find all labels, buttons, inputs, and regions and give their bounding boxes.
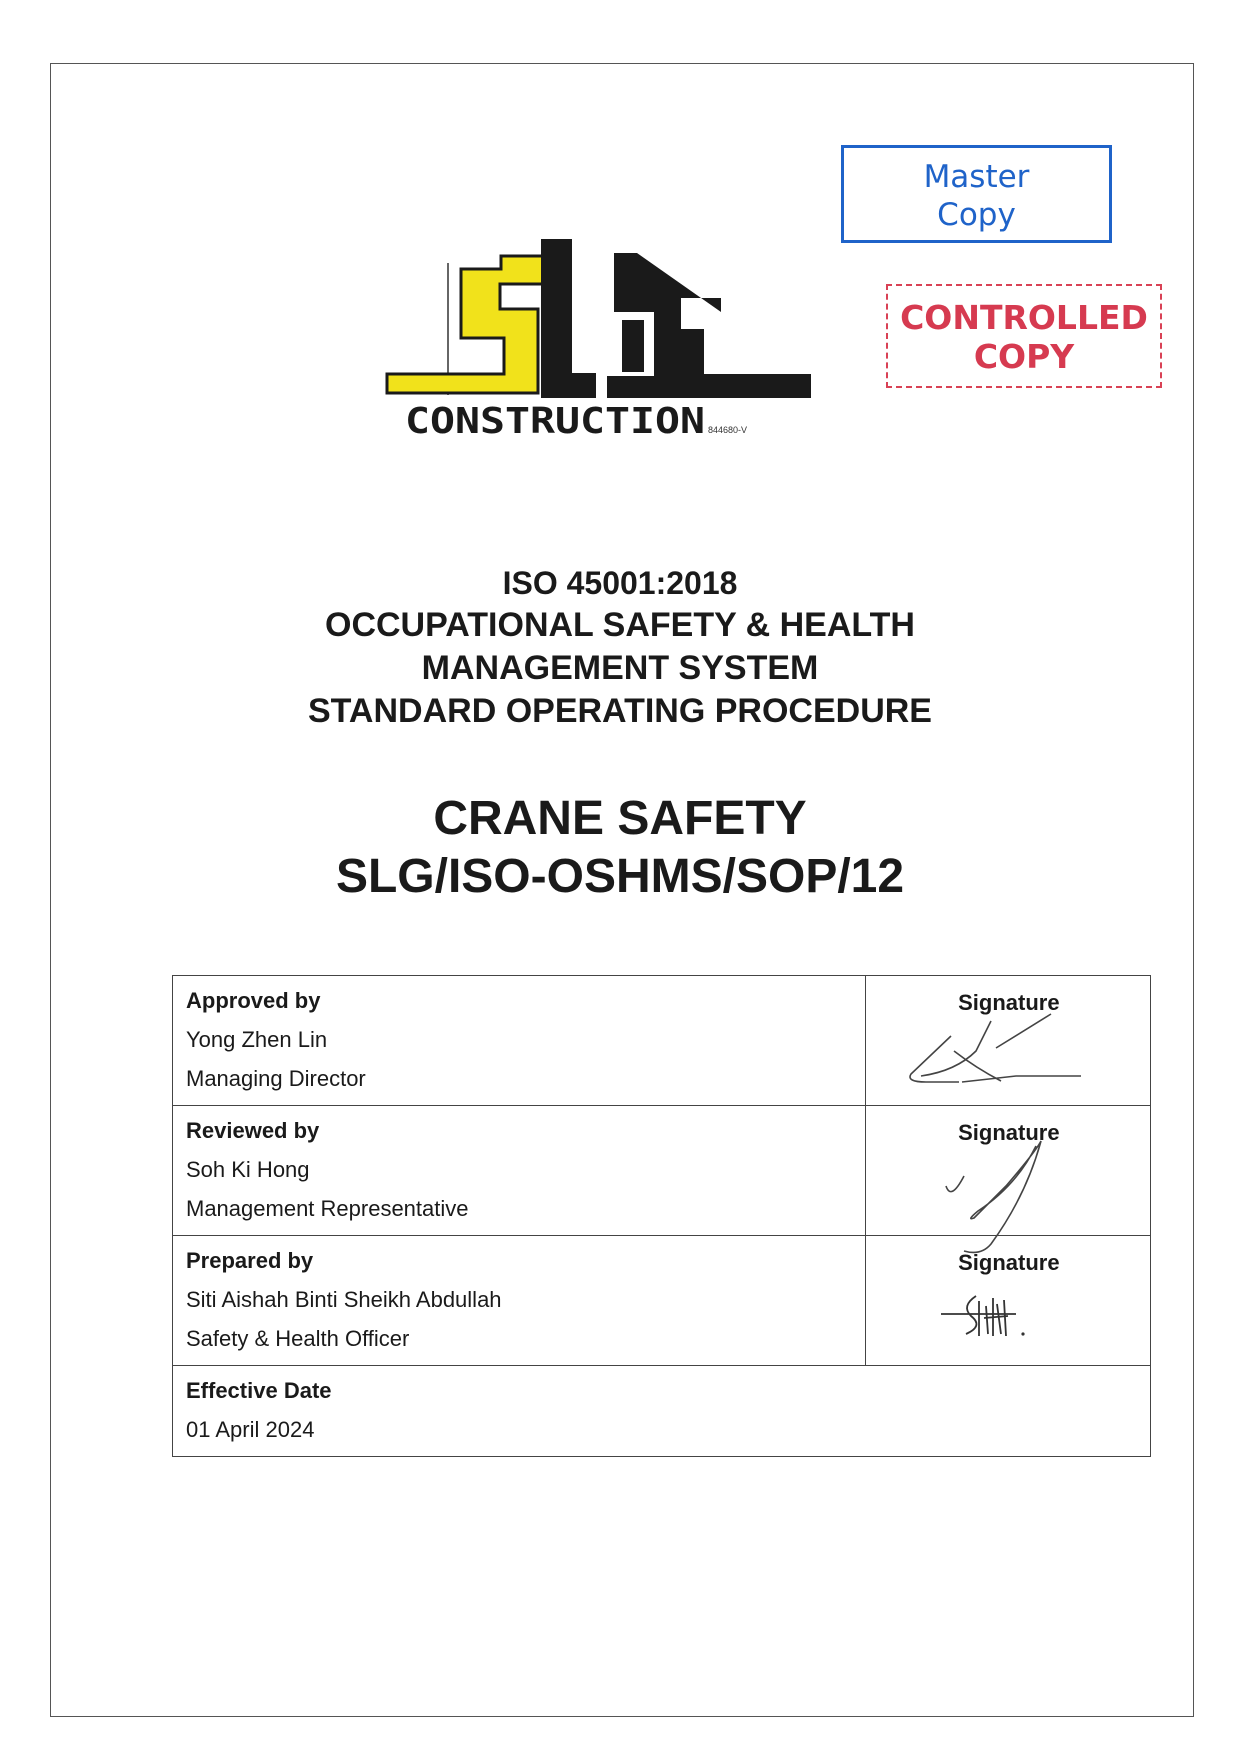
signature-cell bbox=[866, 976, 1151, 1106]
master-copy-stamp-line-2: Copy bbox=[937, 197, 1016, 233]
master-copy-stamp-line-1: Master bbox=[923, 159, 1030, 195]
reviewer-details bbox=[173, 1106, 866, 1236]
controlled-copy-stamp bbox=[886, 284, 1162, 388]
system-heading-line-3: STANDARD OPERATING PROCEDURE bbox=[308, 692, 932, 730]
role-label: Prepared by bbox=[186, 1248, 314, 1273]
handwritten-signature bbox=[866, 1106, 1151, 1236]
approval-row-prepared bbox=[173, 1236, 1151, 1366]
document-code: SLG/ISO-OSHMS/SOP/12 bbox=[335, 850, 905, 903]
slg-construction-logo bbox=[380, 228, 860, 458]
handwritten-signature bbox=[866, 1236, 1151, 1366]
person-name: Soh Ki Hong bbox=[186, 1157, 310, 1182]
master-copy-stamp bbox=[841, 145, 1112, 243]
signature-cell bbox=[866, 1106, 1151, 1236]
document-title-block bbox=[0, 790, 1240, 906]
controlled-copy-stamp-line-1: CONTROLLED bbox=[900, 298, 1148, 337]
signature-label: Signature bbox=[958, 1250, 1060, 1275]
approver-details bbox=[173, 976, 866, 1106]
role-label: Reviewed by bbox=[186, 1118, 320, 1143]
effective-date-value: 01 April 2024 bbox=[186, 1417, 315, 1442]
person-name: Yong Zhen Lin bbox=[186, 1027, 328, 1052]
effective-date-cell bbox=[173, 1366, 1151, 1457]
signature-label: Signature bbox=[958, 990, 1060, 1015]
standard-heading: ISO 45001:2018 bbox=[502, 565, 738, 601]
logo-wordmark: CONSTRUCTION bbox=[405, 401, 705, 442]
signature-label: Signature bbox=[958, 1120, 1060, 1145]
effective-date-row bbox=[173, 1366, 1151, 1457]
preparer-details bbox=[173, 1236, 866, 1366]
effective-date-label: Effective Date bbox=[186, 1378, 332, 1403]
person-position: Management Representative bbox=[186, 1196, 469, 1221]
handwritten-signature bbox=[866, 976, 1151, 1106]
person-position: Managing Director bbox=[186, 1066, 366, 1091]
approval-row-reviewed bbox=[173, 1106, 1151, 1236]
controlled-copy-stamp-line-2: COPY bbox=[973, 337, 1075, 376]
role-label: Approved by bbox=[186, 988, 321, 1013]
system-heading-line-2: MANAGEMENT SYSTEM bbox=[421, 649, 819, 687]
document-title: CRANE SAFETY bbox=[433, 792, 807, 845]
logo-registration-number: 844680-V bbox=[708, 425, 748, 435]
system-heading-line-1: OCCUPATIONAL SAFETY & HEALTH bbox=[325, 606, 915, 644]
approval-row-approved bbox=[173, 976, 1151, 1106]
system-heading bbox=[0, 604, 1240, 733]
approval-table bbox=[172, 975, 1151, 1457]
person-position: Safety & Health Officer bbox=[186, 1326, 410, 1351]
signature-cell bbox=[866, 1236, 1151, 1366]
person-name: Siti Aishah Binti Sheikh Abdullah bbox=[186, 1287, 502, 1312]
